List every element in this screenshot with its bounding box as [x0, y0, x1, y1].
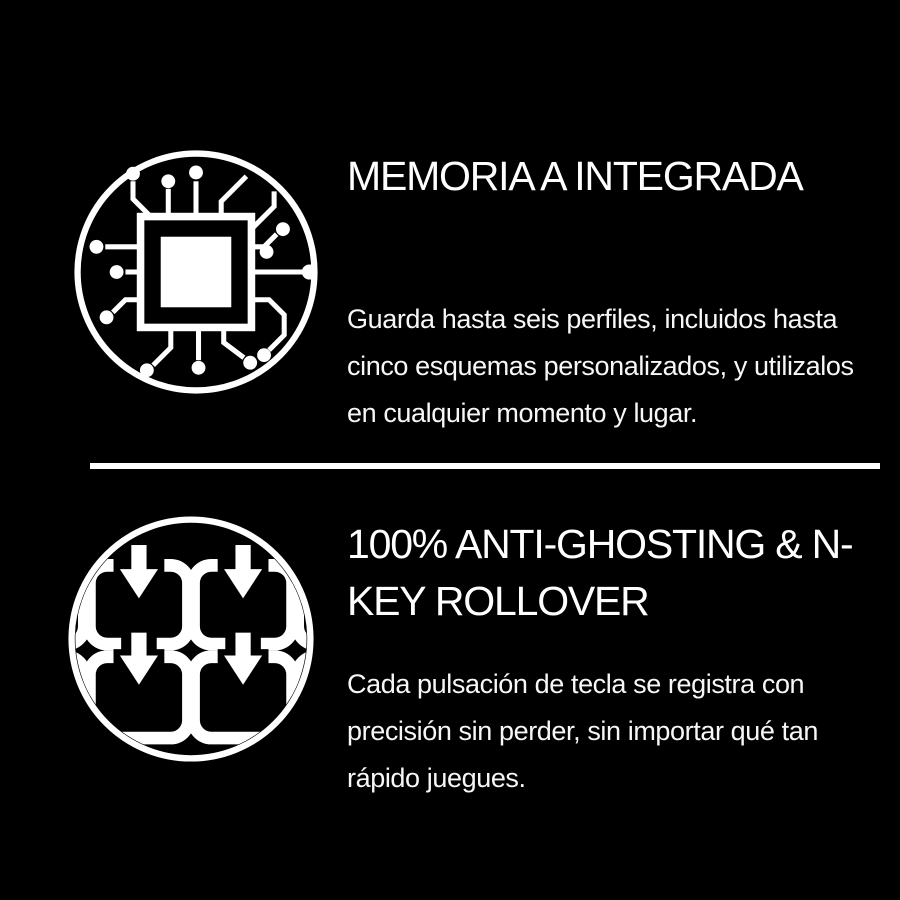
heading-line: 100% ANTI-GHOSTING & N- [347, 521, 853, 567]
key-outlines-row1 [64, 565, 318, 644]
heading-line: MEMORIA A INTEGRADA [347, 153, 803, 199]
key-outlines-row2 [64, 657, 318, 738]
body-line: cinco esquemas personalizados, y utilizalos [347, 351, 854, 381]
body-line: en cualquier momento y lugar. [347, 398, 698, 428]
body-line: Cada pulsación de tecla se registra con [347, 669, 805, 699]
feature-description-memory [347, 296, 854, 437]
body-line: precisión sin perder, sin importar qué tan [347, 716, 818, 746]
keys-group [64, 545, 318, 738]
feature-heading-anti-ghosting [347, 516, 853, 630]
section-divider [90, 463, 880, 469]
feature-description-anti-ghosting [347, 661, 818, 802]
feature-heading-memory [347, 148, 803, 205]
chip-circuit-icon [70, 146, 322, 398]
chip-core [161, 237, 232, 308]
heading-line: KEY ROLLOVER [347, 578, 649, 624]
anti-ghosting-keys-icon [64, 512, 318, 766]
body-line: rápido juegues. [347, 763, 526, 793]
body-line: Guarda hasta seis perfiles, incluidos hasta [347, 304, 838, 334]
